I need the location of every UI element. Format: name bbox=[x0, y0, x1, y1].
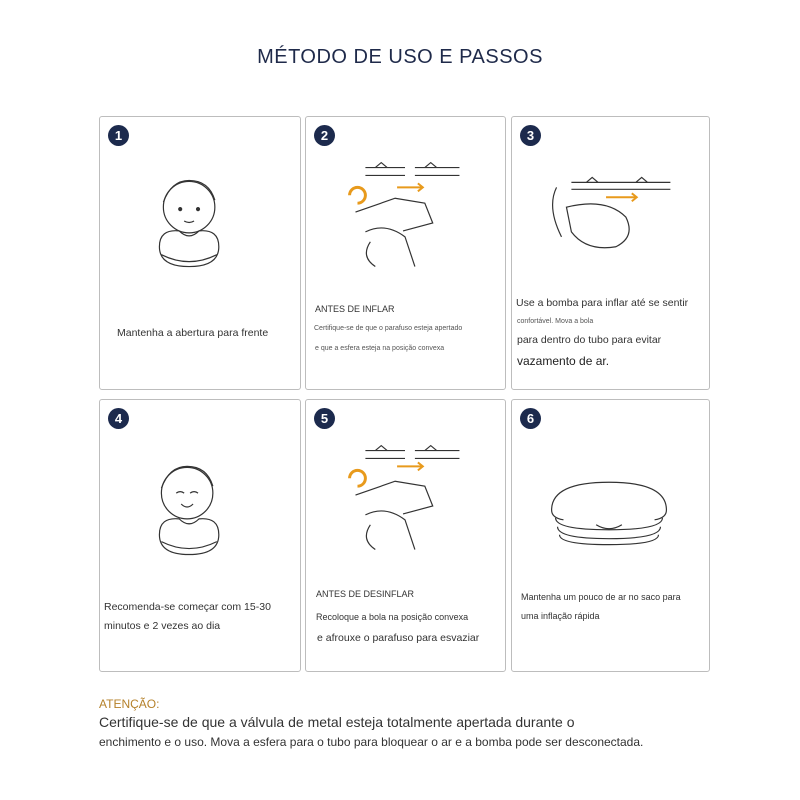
step-text: e afrouxe o parafuso para esvaziar bbox=[317, 632, 480, 644]
step-text: Mantenha um pouco de ar no saco para bbox=[521, 592, 681, 602]
step-text: Certifique-se de que o parafuso esteja apertado bbox=[314, 325, 463, 332]
valve-deflate-illustration bbox=[306, 430, 505, 580]
step-text: e que a esfera esteja na posição convexa bbox=[315, 345, 445, 352]
step-text: para dentro do tubo para evitar bbox=[517, 334, 662, 346]
step-text: confortável. Mova a bola bbox=[517, 318, 594, 325]
step-heading: ANTES DE INFLAR bbox=[315, 304, 395, 314]
step-card-4 bbox=[99, 399, 301, 672]
step-number-badge: 4 bbox=[108, 408, 129, 429]
step-heading: ANTES DE DESINFLAR bbox=[316, 589, 415, 599]
attention-label: ATENÇÃO: bbox=[99, 697, 160, 711]
pump-inflate-illustration bbox=[512, 147, 709, 297]
step-text: Recomenda-se começar com 15-30 bbox=[104, 601, 271, 613]
step-number-badge: 2 bbox=[314, 125, 335, 146]
step-number-badge: 5 bbox=[314, 408, 335, 429]
step-text: Recoloque a bola na posição convexa bbox=[316, 612, 469, 622]
smiling-face-pillow-illustration bbox=[100, 430, 300, 580]
deflated-pillow-illustration bbox=[512, 430, 709, 580]
step-card-6 bbox=[511, 399, 710, 672]
step-number-badge: 1 bbox=[108, 125, 129, 146]
attention-text-line-2: enchimento e o uso. Mova a esfera para o tubo para bloquear o ar e a bomba pode ser desconectada. bbox=[99, 735, 644, 749]
neck-pillow-face-illustration bbox=[100, 147, 300, 297]
attention-text-line-1: Certifique-se de que a válvula de metal esteja totalmente apertada durante o bbox=[99, 714, 575, 730]
step-text: minutos e 2 vezes ao dia bbox=[104, 620, 221, 632]
step-card-5 bbox=[305, 399, 506, 672]
step-text: uma inflação rápida bbox=[521, 611, 600, 621]
step-number-badge: 3 bbox=[520, 125, 541, 146]
step-card-2 bbox=[305, 116, 506, 390]
valve-hand-illustration bbox=[306, 147, 505, 297]
step-text: Mantenha a abertura para frente bbox=[117, 327, 269, 339]
step-card-3 bbox=[511, 116, 710, 390]
step-number-badge: 6 bbox=[520, 408, 541, 429]
step-card-1 bbox=[99, 116, 301, 390]
page-title: MÉTODO DE USO E PASSOS bbox=[257, 46, 543, 68]
step-text: vazamento de ar. bbox=[517, 354, 610, 368]
step-text: Use a bomba para inflar até se sentir bbox=[516, 297, 689, 309]
